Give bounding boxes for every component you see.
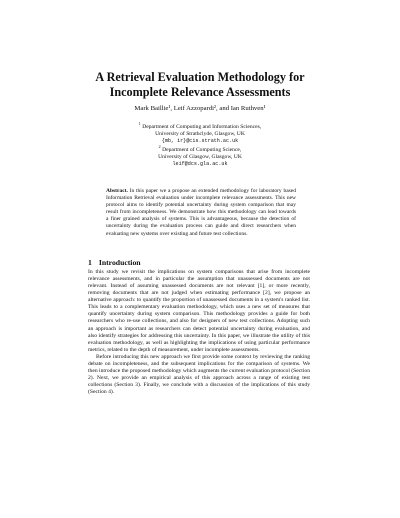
section-title: Introduction (98, 258, 141, 267)
paragraph-2: Before introducing this new approach we first provide some context by reviewing the ranking debate on incompleteness, and the subsequent implications for the comparison of systems. We then introduce the proposed methodology which augments the current evaluation protocol (Section 2). Next, we provide an empirical analysis of this approach across a range of existing test collections (Section 3). Finally, we conclude with a discussion of the implications of this study (Section 4). (88, 353, 310, 396)
section-body (88, 269, 310, 396)
paragraph-1: In this study we revisit the implications on system comparisons that arise from incomplete relevance assessments, and in particular the assumption that unassessed documents are not relevant. Instead of assuming unassessed documents are not relevant [1], or more recently, removing documents that are not judged when estimating performance [2], we propose an alternative approach: to quantify the proportion of unassessed documents in a system's ranked list. This leads to a complementary evaluation methodology, which uses a new set of measures that quantify uncertainty during system comparison. This methodology provides a guide for both researchers who re-use collections, and also for designers of new test collections. Adopting such an approach is important as researchers can detect potential uncertainty during evaluation, and also identify strategies for addressing this uncertainty. In this paper, we illustrate the utility of this evaluation methodology, as well as highlighting the implications of using particular performance metrics, related to the depth of measurement, under incomplete assessments. (88, 269, 310, 353)
paper-title (40, 70, 360, 100)
affiliation-2-marker: 2 (158, 144, 161, 150)
affiliation-1-department: Department of Computing and Information Sciences, (142, 124, 262, 130)
title-line-2: Incomplete Relevance Assessments (109, 85, 291, 99)
affiliation-1-marker: 1 (138, 121, 141, 127)
affiliation-1 (60, 121, 340, 145)
title-line-1: A Retrieval Evaluation Methodology for (95, 70, 305, 84)
affiliation-2 (60, 144, 340, 168)
affiliation-2-department: Department of Computing Science, (162, 147, 242, 153)
affiliation-1-line-2: University of Strathclyde, Glasgow, UK (155, 131, 245, 138)
abstract-label: Abstract. (106, 188, 128, 194)
affiliation-2-email: leif@dcs.gla.ac.uk (172, 161, 228, 168)
affiliation-2-line-2: University of Glasgow, Glasgow, UK (158, 154, 242, 161)
abstract (106, 188, 296, 238)
section-heading (88, 258, 141, 267)
author-list: Mark Baillie¹, Leif Azzopardi², and Ian Ruthven¹ (134, 105, 266, 112)
affiliation-1-email: {mb, ir}@cis.strath.ac.uk (161, 138, 239, 145)
abstract-text: In this paper we a propose an extended methodology for laboratory based Information Retrieval evaluation under incomplete relevance assessments. This new protocol aims to identify potential uncertainty during system comparison that may result from incompleteness. We demonstrate how this methodology can lead towards a finer grained analysis of systems. This is advantageous, because the detection of uncertainty during the evaluation process can guide and direct researchers when evaluating new systems over existing and future test collections. (106, 188, 296, 237)
section-number: 1 (88, 258, 92, 267)
